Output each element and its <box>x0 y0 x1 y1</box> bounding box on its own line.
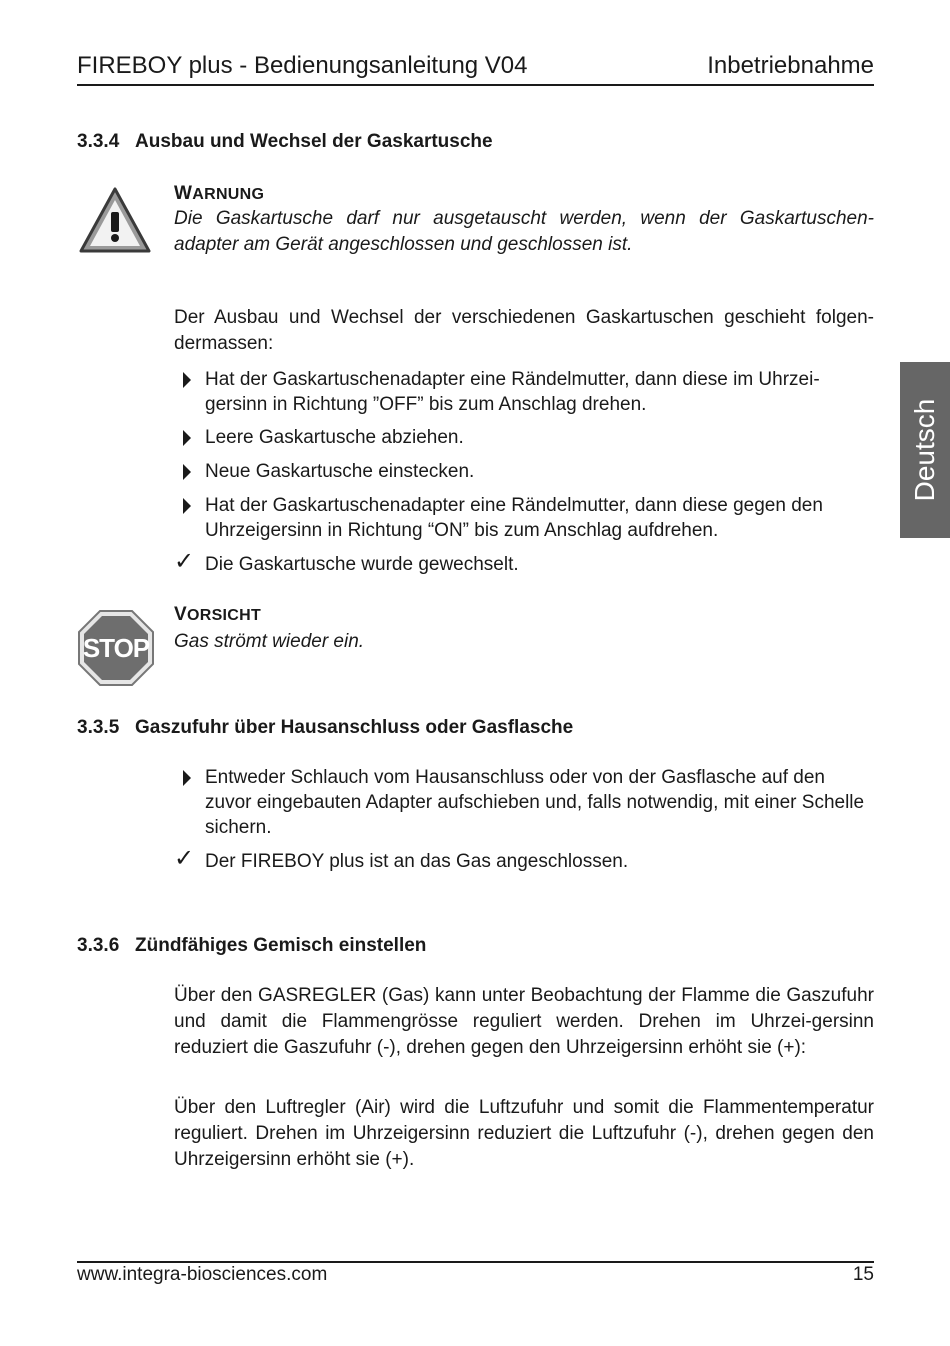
heading-text: Ausbau und Wechsel der Gaskartusche <box>135 131 493 152</box>
list-item-text: Hat der Gaskartuschenadapter eine Rändelmutter, dann diese gegen den Uhrzeigersinn in Richtung “ON” bis zum Anschlag aufdrehen. <box>205 495 823 541</box>
heading-text: Gaszufuhr über Hausanschluss oder Gasflasche <box>135 717 574 738</box>
header-divider <box>77 84 874 86</box>
intro-paragraph: Der Ausbau und Wechsel der verschiedenen Gaskartuschen geschieht folgen-dermassen: <box>174 307 874 354</box>
heading-number: 3.3.5 <box>77 717 120 738</box>
paragraph-gas-regulator: Über den GASREGLER (Gas) kann unter Beobachtung der Flamme die Gaszufuhr und damit die Flammengrösse reguliert werden. Drehen im Uhrzei-gersinn reduziert die Gaszufuhr (-), drehen gegen den Uhrzeigersinn erhöht sie (+): <box>174 985 874 1058</box>
heading-number: 3.3.4 <box>77 131 120 152</box>
caution-text: Gas strömt wieder ein. <box>174 631 365 652</box>
footer-url: www.integra-biosciences.com <box>77 1264 328 1285</box>
result-text: Die Gaskartusche wurde gewechselt. <box>205 554 519 575</box>
heading-3-3-4 <box>77 131 493 153</box>
stop-sign-icon <box>77 609 155 687</box>
list-item-text: Leere Gaskartusche abziehen. <box>205 427 464 448</box>
warning-text: Die Gaskartusche darf nur ausgetauscht werden, wenn der Gaskartuschen-adapter am Gerät angeschlossen und geschlossen ist. <box>174 208 874 255</box>
heading-3-3-6 <box>77 935 426 957</box>
language-tab-label: Deutsch <box>909 398 940 502</box>
section-title: Inbetriebnahme <box>707 52 874 79</box>
caution-title-initial: V <box>174 604 187 625</box>
footer-divider <box>77 1261 874 1263</box>
page-number: 15 <box>852 1264 874 1285</box>
warning-icon <box>78 186 152 254</box>
heading-text: Zündfähiges Gemisch einstellen <box>135 935 427 956</box>
warning-title <box>174 183 264 205</box>
warning-title-rest: ARNUNG <box>192 186 265 203</box>
list-item-text: Hat der Gaskartuschenadapter eine Rändelmutter, dann diese im Uhrzei-gersinn in Richtung ”OFF” bis zum Anschlag drehen. <box>205 369 820 415</box>
language-tab <box>900 362 950 538</box>
warning-title-initial: W <box>174 183 193 204</box>
list-item-text: Neue Gaskartusche einstecken. <box>205 461 475 482</box>
heading-number: 3.3.6 <box>77 935 120 956</box>
result-text: Der FIREBOY plus ist an das Gas angeschlossen. <box>205 851 629 872</box>
caution-title <box>174 604 261 626</box>
paragraph-air-regulator: Über den Luftregler (Air) wird die Luftzufuhr und somit die Flammentemperatur reguliert. Drehen im Uhrzeigersinn reduziert die Luftzufuhr (-), drehen gegen den Uhrzeigersinn erhöht sie (+). <box>174 1097 874 1170</box>
stop-sign-text: STOP <box>82 633 150 663</box>
heading-3-3-5 <box>77 717 573 739</box>
document-title: FIREBOY plus - Bedienungsanleitung V04 <box>77 52 528 79</box>
list-item-text: Entweder Schlauch vom Hausanschluss oder von der Gasflasche auf den zuvor eingebauten Adapter aufschieben und, falls notwendig, mit einer Schelle sichern. <box>205 767 865 838</box>
caution-title-rest: ORSICHT <box>186 607 262 624</box>
